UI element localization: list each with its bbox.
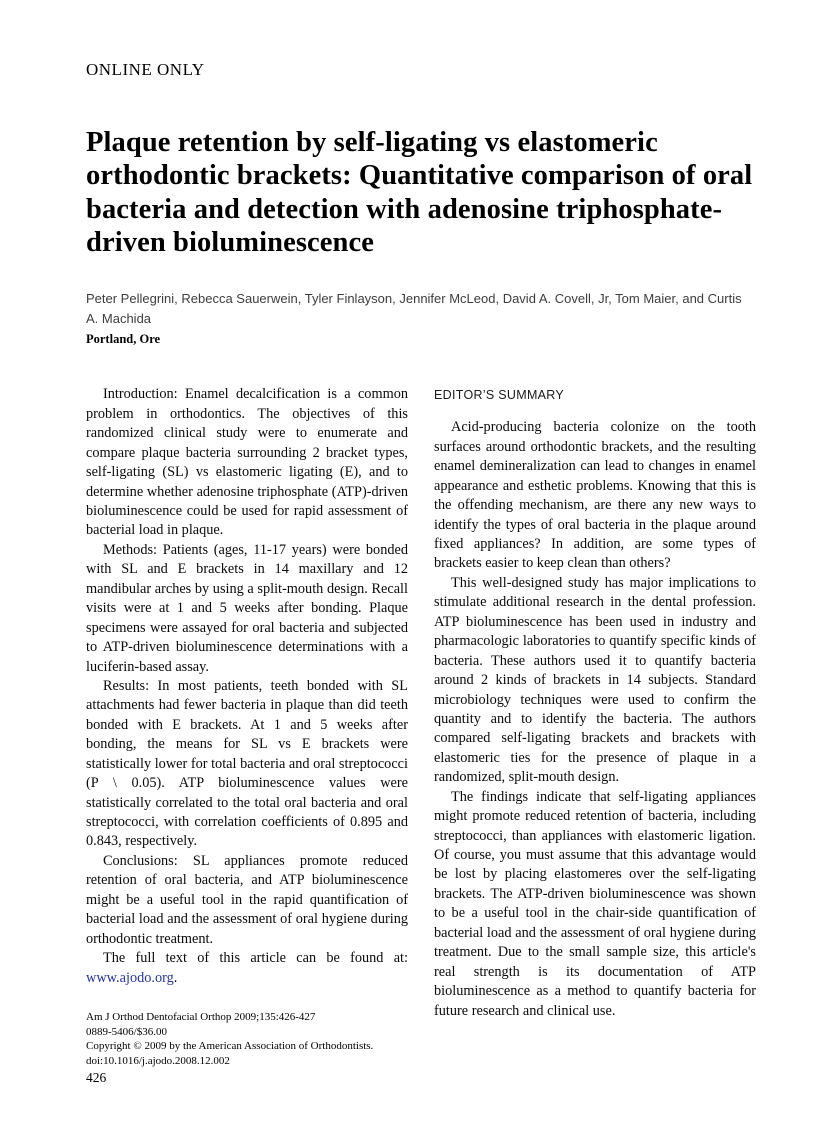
editor-summary-column [434,385,756,1021]
abstract-fulltext-note [86,949,408,988]
editor-summary-paragraph: Acid-producing bacteria colonize on the tooth surfaces around orthodontic brackets, and the resulting enamel demineralization can lead to changes in enamel appearance and esthetic problems. Knowing that this is the offending mechanism, are there any new ways to identify the types of oral bacteria in the plaque around fixed appliances? In addition, are some types of brackets easier to keep clean than others? [434,419,756,572]
citation-line-copyright: Copyright © 2009 by the American Association of Orthodontists. [86,1040,374,1053]
online-only-label: ONLINE ONLY [86,60,205,79]
authors-line: Peter Pellegrini, Rebecca Sauerwein, Tyler Finlayson, Jennifer McLeod, David A. Covell, Jr, Tom Maier, and Curtis A. Machida [86,291,742,326]
citation-block [86,1010,373,1068]
page-content [86,0,756,1021]
abstract-paragraph-results: Results: In most patients, teeth bonded with SL attachments had fewer bacteria in plaque than did teeth bonded with E brackets. At 1 and 5 weeks after bonding, the means for SL vs E brackets were statistically lower for total bacteria and oral streptococci (P \ 0.05). ATP bioluminescence values were statistically correlated to the total oral bacteria and oral streptococci, with correlation coefficients of 0.895 and 0.843, respectively. [86,677,408,850]
two-column-body [86,385,756,1021]
abstract-paragraph-conclusions: Conclusions: SL appliances promote reduced retention of oral bacteria, and ATP bioluminescence might be a useful tool in the rapid quantification of bacterial load and the assessment of oral hygiene during orthodontic treatment. [86,852,408,947]
citation-line-doi: doi:10.1016/j.ajodo.2008.12.002 [86,1054,230,1067]
citation-line-journal: Am J Orthod Dentofacial Orthop 2009;135:426-427 [86,1011,316,1023]
citation-line-issn: 0889-5406/$36.00 [86,1025,167,1038]
fulltext-suffix: . [173,969,178,986]
fulltext-prefix: The full text of this article can be found at: [103,950,408,967]
page-number: 426 [86,1070,107,1085]
article-title: Plaque retention by self-ligating vs elastomeric orthodontic brackets: Quantitative comparison of oral bacteria and detection with adenosine triphosphate-driven bioluminescence [86,127,753,259]
editor-summary-paragraph: The findings indicate that self-ligating appliances might promote reduced retention of bacteria, including streptococci, than appliances with elastomeric ligation. Of course, you must assume that this advantage would be lost by placing elastomeres over the self-ligating brackets. The ATP-driven bioluminescence was shown to be a useful tool in the chair-side quantification of bacterial load and the assessment of oral hygiene during treatment. Due to the small sample size, this article's real strength is its documentation of ATP bioluminescence as a method to quantify bacteria for future research and clinical use. [434,788,756,1019]
editor-summary-paragraph: This well-designed study has major implications to stimulate additional research in the dental profession. ATP bioluminescence has been used in industry and pharmacologic laboratories to quantify specific kinds of bacteria. These authors used it to quantify bacteria around 2 kinds of brackets in 14 subjects. Standard microbiology techniques were used to confirm the quantity and to identify the bacteria. The authors compared self-ligating brackets and brackets with elastomeric ties for the presence of plaque in a randomized, split-mouth design. [434,574,756,786]
affiliation: Portland, Ore [86,332,161,347]
editor-summary-heading: EDITOR’S SUMMARY [434,388,565,403]
abstract-paragraph-introduction: Introduction: Enamel decalcification is a common problem in orthodontics. The objectives of this randomized clinical study were to enumerate and compare plaque bacteria surrounding 2 bracket types, self-ligating (SL) vs elastomeric ligating (E), and to determine whether adenosine triphosphate (ATP)-driven bioluminescence could be used for rapid assessment of bacterial load in plaque. [86,386,408,539]
fulltext-link[interactable]: www.ajodo.org [86,969,174,986]
abstract-paragraph-methods: Methods: Patients (ages, 11-17 years) were bonded with SL and E brackets in 14 maxillary and 12 mandibular arches by using a split-mouth design. Recall visits were at 1 and 5 weeks after bonding. Plaque specimens were assayed for oral bacteria and subjected to ATP-driven bioluminescence determinations with a luciferin-based assay. [86,541,408,675]
abstract-column [86,385,408,1021]
